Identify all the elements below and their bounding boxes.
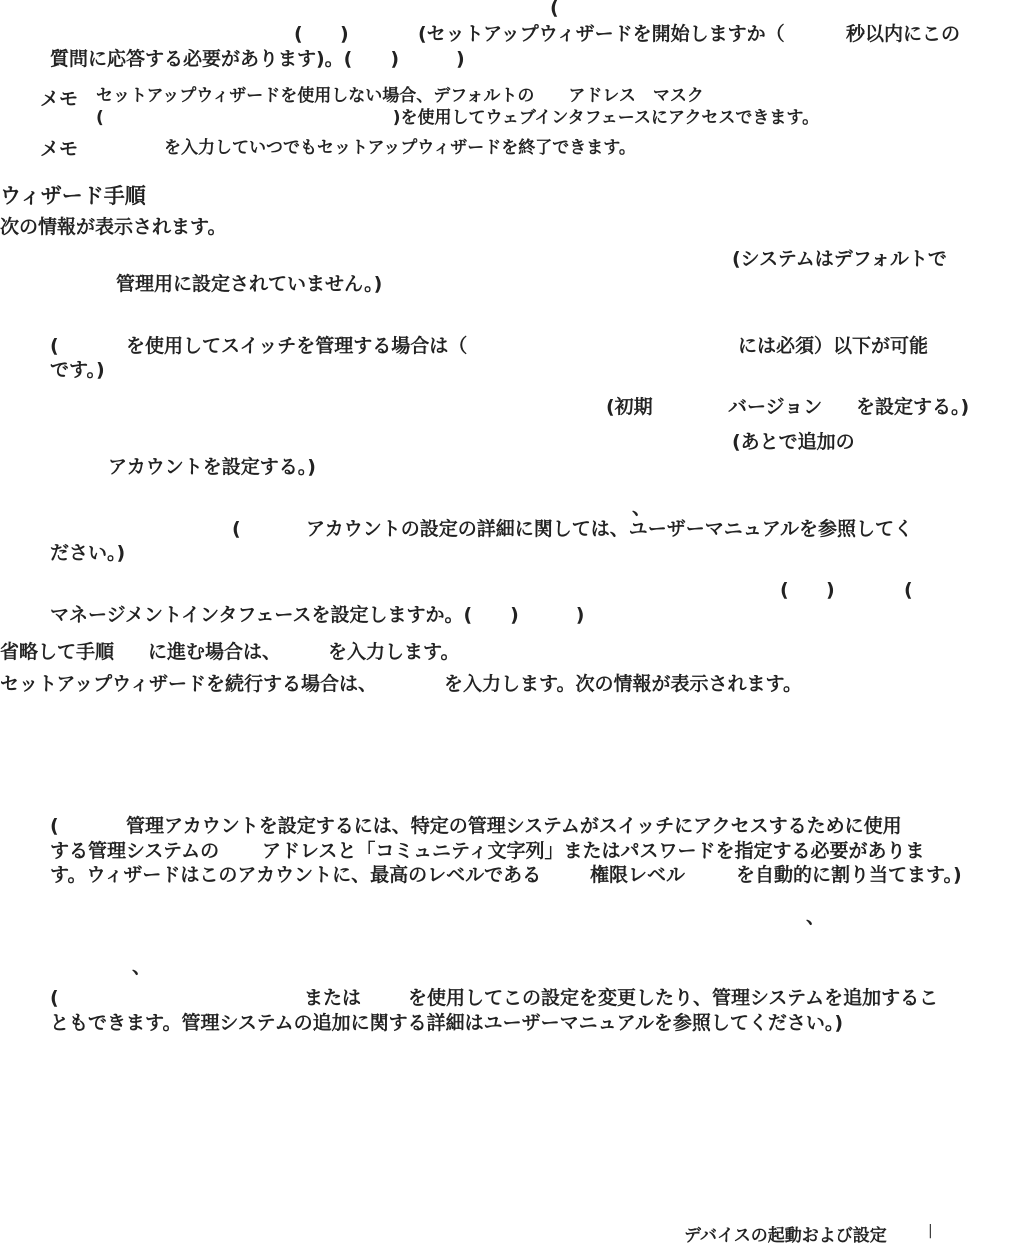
mgmt-text: す。ウィザードはこのアカウントに、最高のレベルである: [50, 864, 542, 886]
wizard-text: マネージメントインタフェースを設定しますか。( ) ): [50, 604, 585, 626]
mgmt-text: ともできます。管理システムの追加に関する詳細はユーザーマニュアルを参照してください。): [50, 1012, 844, 1034]
footer-separator: |: [928, 1223, 933, 1239]
mgmt-text: 管理アカウントを設定するには、特定の管理システムがスイッチにアクセスするために使用: [126, 815, 902, 837]
wizard-text: (: [50, 335, 59, 357]
wizard-text: バージョン: [728, 396, 823, 418]
note-label: メモ: [40, 88, 79, 110]
wizard-text: 管理用に設定されていません。): [116, 273, 383, 295]
step-text: を入力します。次の情報が表示されます。: [444, 673, 802, 695]
intro-paren: (: [550, 0, 559, 19]
mgmt-text: する管理システムの: [50, 840, 220, 862]
wizard-text: アカウントの設定の詳細に関しては、ユーザーマニュアルを参照してく: [306, 518, 914, 540]
step-text: セットアップウィザードを続行する場合は、: [0, 673, 377, 695]
intro-text: (セットアップウィザードを開始しますか（: [418, 23, 785, 45]
wizard-text: (: [780, 579, 789, 601]
wizard-text: (あとで追加の: [732, 431, 855, 453]
section-intro: 次の情報が表示されます。: [0, 216, 227, 238]
step-text: に進む場合は、: [148, 641, 282, 663]
note-label: メモ: [40, 138, 79, 160]
wizard-text: (初期: [606, 396, 653, 418]
step-text: を入力します。: [328, 641, 460, 663]
note-text: を入力していつでもセットアップウィザードを終了できます。: [164, 138, 636, 158]
mgmt-text: (: [50, 987, 59, 1009]
mgmt-text: を自動的に割り当てます。): [736, 864, 962, 886]
mgmt-text: を使用してこの設定を変更したり、管理システムを追加するこ: [408, 987, 939, 1009]
wizard-text: を使用してスイッチを管理する場合は（: [126, 335, 468, 357]
intro-text: (: [294, 23, 303, 45]
mgmt-text: 、: [132, 956, 152, 978]
step-text: 省略して手順: [0, 641, 115, 663]
mgmt-text: 、: [806, 906, 826, 928]
mgmt-text: または: [304, 987, 362, 1009]
note-text: セットアップウィザードを使用しない場合、デフォルトの アドレス マスク: [96, 86, 704, 106]
footer-text: デバイスの起動および設定: [684, 1226, 887, 1246]
note-text: ( )を使用してウェブインタフェースにアクセスできます。: [96, 108, 820, 128]
wizard-text: (システムはデフォルトで: [732, 248, 947, 270]
intro-text: 質問に応答する必要があります)。( ) ): [50, 48, 465, 70]
section-heading: ウィザード手順: [0, 184, 146, 208]
wizard-text: ださい。): [50, 542, 126, 564]
intro-text: 秒以内にこの: [846, 23, 961, 45]
wizard-text: です。): [50, 359, 105, 381]
wizard-text: には必須）以下が可能: [738, 335, 929, 357]
mgmt-text: 権限レベル: [590, 864, 686, 886]
wizard-text: ): [826, 579, 835, 601]
wizard-text: (: [232, 518, 241, 540]
mgmt-text: アドレスと「コミュニティ文字列」またはパスワードを指定する必要がありま: [262, 840, 925, 862]
wizard-text: 、: [632, 497, 652, 519]
wizard-text: を設定する。): [856, 396, 970, 418]
intro-text: ): [340, 23, 349, 45]
wizard-text: (: [904, 579, 913, 601]
mgmt-text: (: [50, 815, 59, 837]
wizard-text: アカウントを設定する。): [108, 456, 316, 478]
